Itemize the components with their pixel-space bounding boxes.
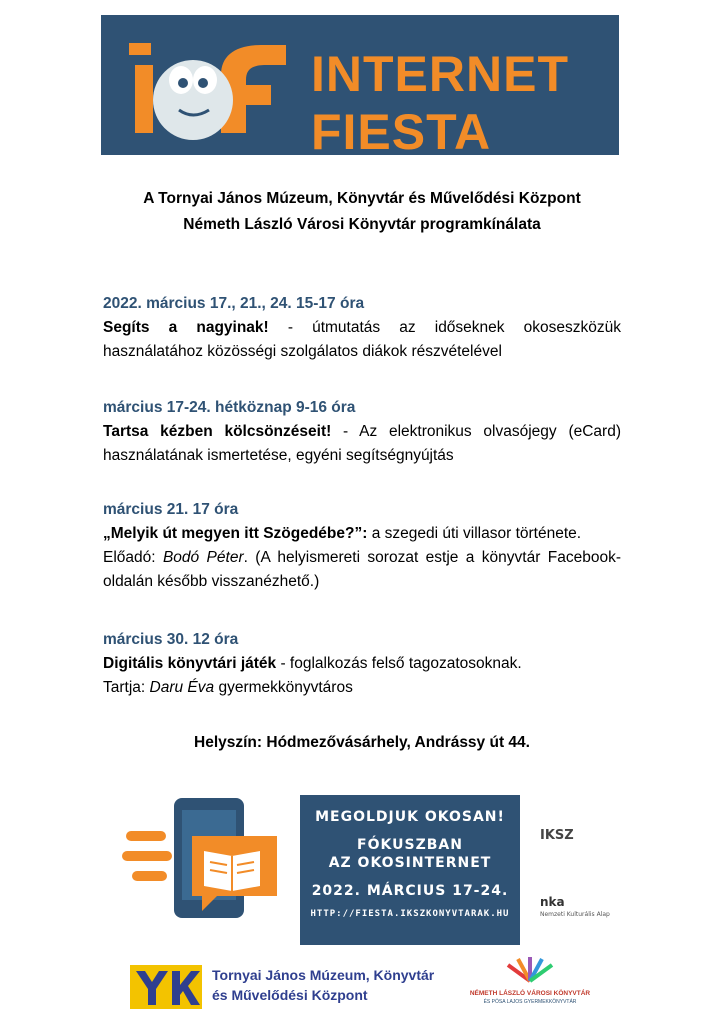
museum-name-line-2: és Művelődési Központ <box>212 987 368 1003</box>
event-date: március 30. 12 óra <box>103 631 239 648</box>
nka-logo: nka <box>540 895 565 909</box>
presenter-rest: . (A helyismereti sorozat estje a könyvtár Facebook-oldalán később visszanézhető.) <box>103 549 621 590</box>
event-text: - foglalkozás felső tagozatosoknak. <box>276 655 522 672</box>
event-4 <box>103 628 621 700</box>
location: Helyszín: Hódmezővásárhely, Andrássy út 44. <box>194 734 530 751</box>
phone-book-icon <box>122 796 292 926</box>
event-description <box>103 522 621 546</box>
host-label: Tartja: <box>103 679 150 696</box>
event-description <box>103 652 621 676</box>
event-2 <box>103 396 621 468</box>
event-text: - Az elektronikus olvasójegy (eCard) használatának ismertetése, egyéni segítségnyújtás <box>103 423 621 464</box>
open-book-icon <box>500 955 560 983</box>
header-line-2: Németh László Városi Könyvtár programkínálata <box>183 216 541 233</box>
library-name-line-2: ÉS PÓSA LAJOS GYERMEKKÖNYVTÁR <box>483 999 577 1005</box>
promo-box <box>300 795 520 945</box>
event-presenter <box>103 546 621 594</box>
library-logo <box>455 955 605 1015</box>
host-rest: gyermekkönyvtáros <box>214 679 353 696</box>
ikszt-logo: IKSZ <box>540 828 574 843</box>
event-host <box>103 676 621 700</box>
event-date: március 21. 17 óra <box>103 501 239 518</box>
banner-title: INTERNET FIESTA <box>311 46 569 160</box>
presenter-label: Előadó: <box>103 549 163 566</box>
event-date: 2022. március 17., 21., 24. 15-17 óra <box>103 295 365 312</box>
event-description <box>103 420 621 468</box>
promo-line-2: FÓKUSZBAN <box>357 837 463 853</box>
if-mascot-logo-icon <box>121 35 291 145</box>
library-name-line-1: NÉMETH LÁSZLÓ VÁROSI KÖNYVTÁR <box>469 990 591 997</box>
event-3 <box>103 498 621 594</box>
event-description <box>103 316 621 364</box>
event-text: - útmutatás az időseknek okoseszközük használatához közösségi szolgálatos diákok részvételével <box>103 319 621 360</box>
promo-line-4: 2022. MÁRCIUS 17-24. <box>311 883 509 899</box>
promo-line-3: AZ OKOSINTERNET <box>328 855 492 871</box>
event-date: március 17-24. hétköznap 9-16 óra <box>103 399 356 416</box>
tjm-logo-icon <box>130 965 202 1009</box>
internet-fiesta-banner <box>101 15 619 160</box>
event-title: Tartsa kézben kölcsönzéseit! <box>103 423 332 440</box>
nka-subtitle: Nemzeti Kulturális Alap <box>540 911 610 918</box>
event-title: Digitális könyvtári játék <box>103 655 277 672</box>
event-1 <box>103 292 621 364</box>
event-text: a szegedi úti villasor története. <box>367 525 582 542</box>
museum-name-line-1: Tornyai János Múzeum, Könyvtár <box>212 967 435 983</box>
promo-url: HTTP://FIESTA.IKSZKONYVTARAK.HU <box>310 909 510 919</box>
header-line-1: A Tornyai János Múzeum, Könyvtár és Művelődési Központ <box>143 190 581 207</box>
host-name: Daru Éva <box>149 679 215 696</box>
presenter-name: Bodó Péter <box>162 549 244 566</box>
event-title: „Melyik út megyen itt Szögedébe?”: <box>103 525 368 542</box>
event-title: Segíts a nagyinak! <box>103 319 269 336</box>
museum-logo <box>130 965 435 1010</box>
promo-line-1: MEGOLDJUK OKOSAN! <box>315 809 505 825</box>
